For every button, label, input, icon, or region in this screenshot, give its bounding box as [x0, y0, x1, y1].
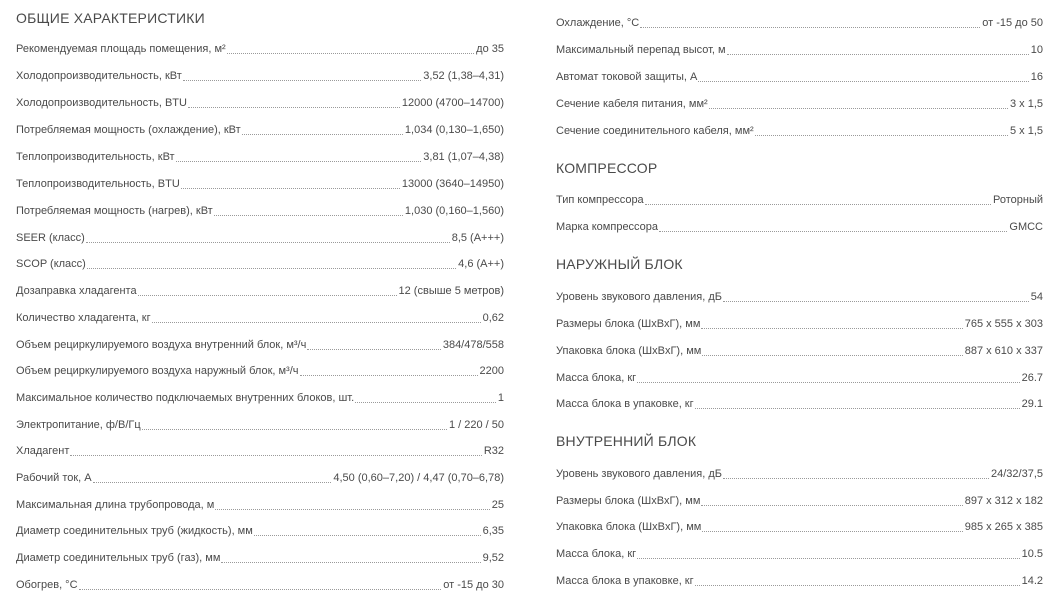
section-title-general: ОБЩИЕ ХАРАКТЕРИСТИКИ [16, 10, 205, 26]
spec-label: Охлаждение, °C [556, 17, 640, 29]
dot-leader [701, 327, 962, 329]
spec-value: 3 x 1,5 [1009, 98, 1043, 110]
spec-value: от -15 до 50 [982, 17, 1043, 29]
dot-leader [86, 241, 450, 243]
spec-row [16, 282, 504, 298]
spec-row [556, 572, 1043, 588]
dot-leader [307, 348, 440, 350]
spec-label: Тип компрессора [556, 194, 644, 206]
dot-leader [645, 203, 991, 205]
spec-label: Максимальное количество подключаемых внутренних блоков, шт. [16, 392, 355, 404]
spec-value: 10.5 [1021, 548, 1043, 560]
spec-label: Масса блока, кг [556, 372, 637, 384]
spec-label: Сечение кабеля питания, мм² [556, 98, 708, 110]
dot-leader [637, 381, 1019, 383]
spec-row [16, 362, 504, 378]
spec-label: Теплопроизводительность, кВт [16, 151, 175, 163]
spec-value: 9,52 [482, 552, 504, 564]
spec-value: 12000 (4700–14700) [401, 97, 504, 109]
spec-label: Электропитание, ф/В/Гц [16, 419, 141, 431]
spec-value: 13000 (3640–14950) [401, 178, 504, 190]
spec-label: Потребляемая мощность (охлаждение), кВт [16, 124, 241, 136]
spec-row [16, 496, 504, 512]
spec-row [556, 14, 1043, 30]
spec-label: Количество хладагента, кг [16, 312, 151, 324]
spec-value: 12 (свыше 5 метров) [398, 285, 504, 297]
spec-value: 985 x 265 x 385 [964, 521, 1043, 533]
spec-label: Максимальный перепад высот, м [556, 44, 726, 56]
dot-leader [227, 52, 474, 54]
spec-row [556, 342, 1043, 358]
spec-value: Роторный [992, 194, 1043, 206]
spec-row [556, 315, 1043, 331]
spec-value: 26.7 [1021, 372, 1043, 384]
dot-leader [701, 504, 962, 506]
spec-row [16, 121, 504, 137]
spec-label: Размеры блока (ШxВxГ), мм [556, 495, 701, 507]
dot-leader [698, 80, 1028, 82]
spec-label: Максимальная длина трубопровода, м [16, 499, 215, 511]
dot-leader [640, 26, 980, 28]
spec-row [16, 148, 504, 164]
dot-leader [188, 106, 400, 108]
spec-row [556, 465, 1043, 481]
spec-row [16, 229, 504, 245]
dot-leader [695, 584, 1020, 586]
dot-leader [79, 588, 442, 590]
spec-label: Масса блока в упаковке, кг [556, 398, 694, 410]
spec-value: 0,62 [482, 312, 504, 324]
spec-row [556, 95, 1043, 111]
dot-leader [709, 107, 1008, 109]
spec-row [16, 442, 504, 458]
dot-leader [152, 321, 481, 323]
spec-row [16, 94, 504, 110]
dot-leader [659, 230, 1007, 232]
spec-row [16, 202, 504, 218]
spec-label: Размеры блока (ШxВxГ), мм [556, 318, 701, 330]
spec-row [16, 309, 504, 325]
dot-leader [215, 508, 489, 510]
dot-leader [755, 134, 1008, 136]
spec-label: Холодопроизводительность, BTU [16, 97, 187, 109]
spec-value: 384/478/558 [442, 339, 504, 351]
dot-leader [723, 477, 989, 479]
spec-row [16, 469, 504, 485]
spec-value: 4,6 (A++) [458, 258, 504, 270]
spec-row [556, 191, 1043, 207]
spec-label: Объем рециркулируемого воздуха внутренний блок, м³/ч [16, 339, 307, 351]
dot-leader [181, 187, 400, 189]
spec-row [556, 68, 1043, 84]
section-title-outdoor-unit: НАРУЖНЫЙ БЛОК [556, 256, 683, 272]
spec-label: Теплопроизводительность, BTU [16, 178, 180, 190]
spec-value: GMCC [1009, 221, 1043, 233]
spec-value: 6,35 [482, 525, 504, 537]
dot-leader [723, 300, 1029, 302]
spec-label: Упаковка блока (ШxВxГ), мм [556, 521, 702, 533]
spec-row [556, 288, 1043, 304]
dot-leader [727, 53, 1029, 55]
spec-value: 1,030 (0,160–1,560) [404, 205, 504, 217]
spec-value: 8,5 (A+++) [451, 232, 504, 244]
spec-row [16, 549, 504, 565]
spec-row [556, 41, 1043, 57]
spec-row [16, 416, 504, 432]
spec-value: R32 [483, 445, 504, 457]
spec-value: 3,81 (1,07–4,38) [423, 151, 504, 163]
section-title-compressor: КОМПРЕССОР [556, 160, 658, 176]
dot-leader [87, 267, 456, 269]
spec-label: Уровень звукового давления, дБ [556, 291, 722, 303]
spec-value: 14.2 [1021, 575, 1043, 587]
spec-label: Масса блока, кг [556, 548, 637, 560]
spec-value: 16 [1030, 71, 1043, 83]
spec-label: Сечение соединительного кабеля, мм² [556, 125, 754, 137]
spec-label: Автомат токовой защиты, А [556, 71, 698, 83]
spec-label: Марка компрессора [556, 221, 659, 233]
spec-row [16, 389, 504, 405]
spec-label: Хладагент [16, 445, 70, 457]
spec-value: 897 x 312 x 182 [964, 495, 1043, 507]
spec-value: до 35 [476, 43, 504, 55]
spec-row [556, 395, 1043, 411]
spec-value: 887 x 610 x 337 [964, 345, 1043, 357]
dot-leader [695, 407, 1020, 409]
dot-leader [702, 354, 962, 356]
spec-label: Уровень звукового давления, дБ [556, 468, 722, 480]
spec-value: 1 / 220 / 50 [448, 419, 504, 431]
dot-leader [214, 214, 403, 216]
dot-leader [300, 374, 478, 376]
spec-row [556, 492, 1043, 508]
dot-leader [142, 428, 447, 430]
spec-value: 24/32/37,5 [991, 468, 1043, 480]
spec-value: 29.1 [1021, 398, 1043, 410]
spec-value: 765 x 555 x 303 [964, 318, 1043, 330]
spec-label: Холодопроизводительность, кВт [16, 70, 182, 82]
spec-row [16, 67, 504, 83]
spec-value: 5 x 1,5 [1009, 125, 1043, 137]
spec-row [556, 545, 1043, 561]
spec-label: Дозаправка хладагента [16, 285, 137, 297]
spec-value: 25 [491, 499, 504, 511]
spec-label: Обогрев, °C [16, 579, 78, 591]
spec-row [16, 576, 504, 592]
spec-value: 4,50 (0,60–7,20) / 4,47 (0,70–6,78) [333, 472, 504, 484]
spec-value: 1,034 (0,130–1,650) [404, 124, 504, 136]
spec-value: 3,52 (1,38–4,31) [423, 70, 504, 82]
dot-leader [242, 133, 403, 135]
spec-label: Диаметр соединительных труб (жидкость), мм [16, 525, 253, 537]
dot-leader [70, 454, 481, 456]
spec-label: Рекомендуемая площадь помещения, м² [16, 43, 226, 55]
dot-leader [183, 79, 421, 81]
spec-row [556, 122, 1043, 138]
dot-leader [93, 481, 332, 483]
dot-leader [637, 557, 1019, 559]
spec-label: SEER (класс) [16, 232, 85, 244]
dot-leader [702, 530, 962, 532]
spec-row [556, 369, 1043, 385]
dot-leader [176, 160, 422, 162]
spec-row [16, 255, 504, 271]
spec-label: Рабочий ток, А [16, 472, 92, 484]
spec-value: 2200 [479, 365, 504, 377]
spec-value: 54 [1030, 291, 1043, 303]
section-title-indoor-unit: ВНУТРЕННИЙ БЛОК [556, 433, 697, 449]
spec-label: SCOP (класс) [16, 258, 86, 270]
spec-label: Объем рециркулируемого воздуха наружный блок, м³/ч [16, 365, 299, 377]
spec-label: Упаковка блока (ШxВxГ), мм [556, 345, 702, 357]
dot-leader [138, 294, 397, 296]
spec-row [16, 175, 504, 191]
spec-row [16, 336, 504, 352]
dot-leader [254, 534, 481, 536]
dot-leader [355, 401, 496, 403]
spec-row [556, 218, 1043, 234]
spec-label: Масса блока в упаковке, кг [556, 575, 694, 587]
spec-value: 10 [1030, 44, 1043, 56]
spec-value: от -15 до 30 [443, 579, 504, 591]
dot-leader [221, 561, 480, 563]
spec-label: Диаметр соединительных труб (газ), мм [16, 552, 221, 564]
spec-row [556, 518, 1043, 534]
spec-row [16, 40, 504, 56]
spec-label: Потребляемая мощность (нагрев), кВт [16, 205, 213, 217]
spec-value: 1 [497, 392, 504, 404]
spec-row [16, 522, 504, 538]
